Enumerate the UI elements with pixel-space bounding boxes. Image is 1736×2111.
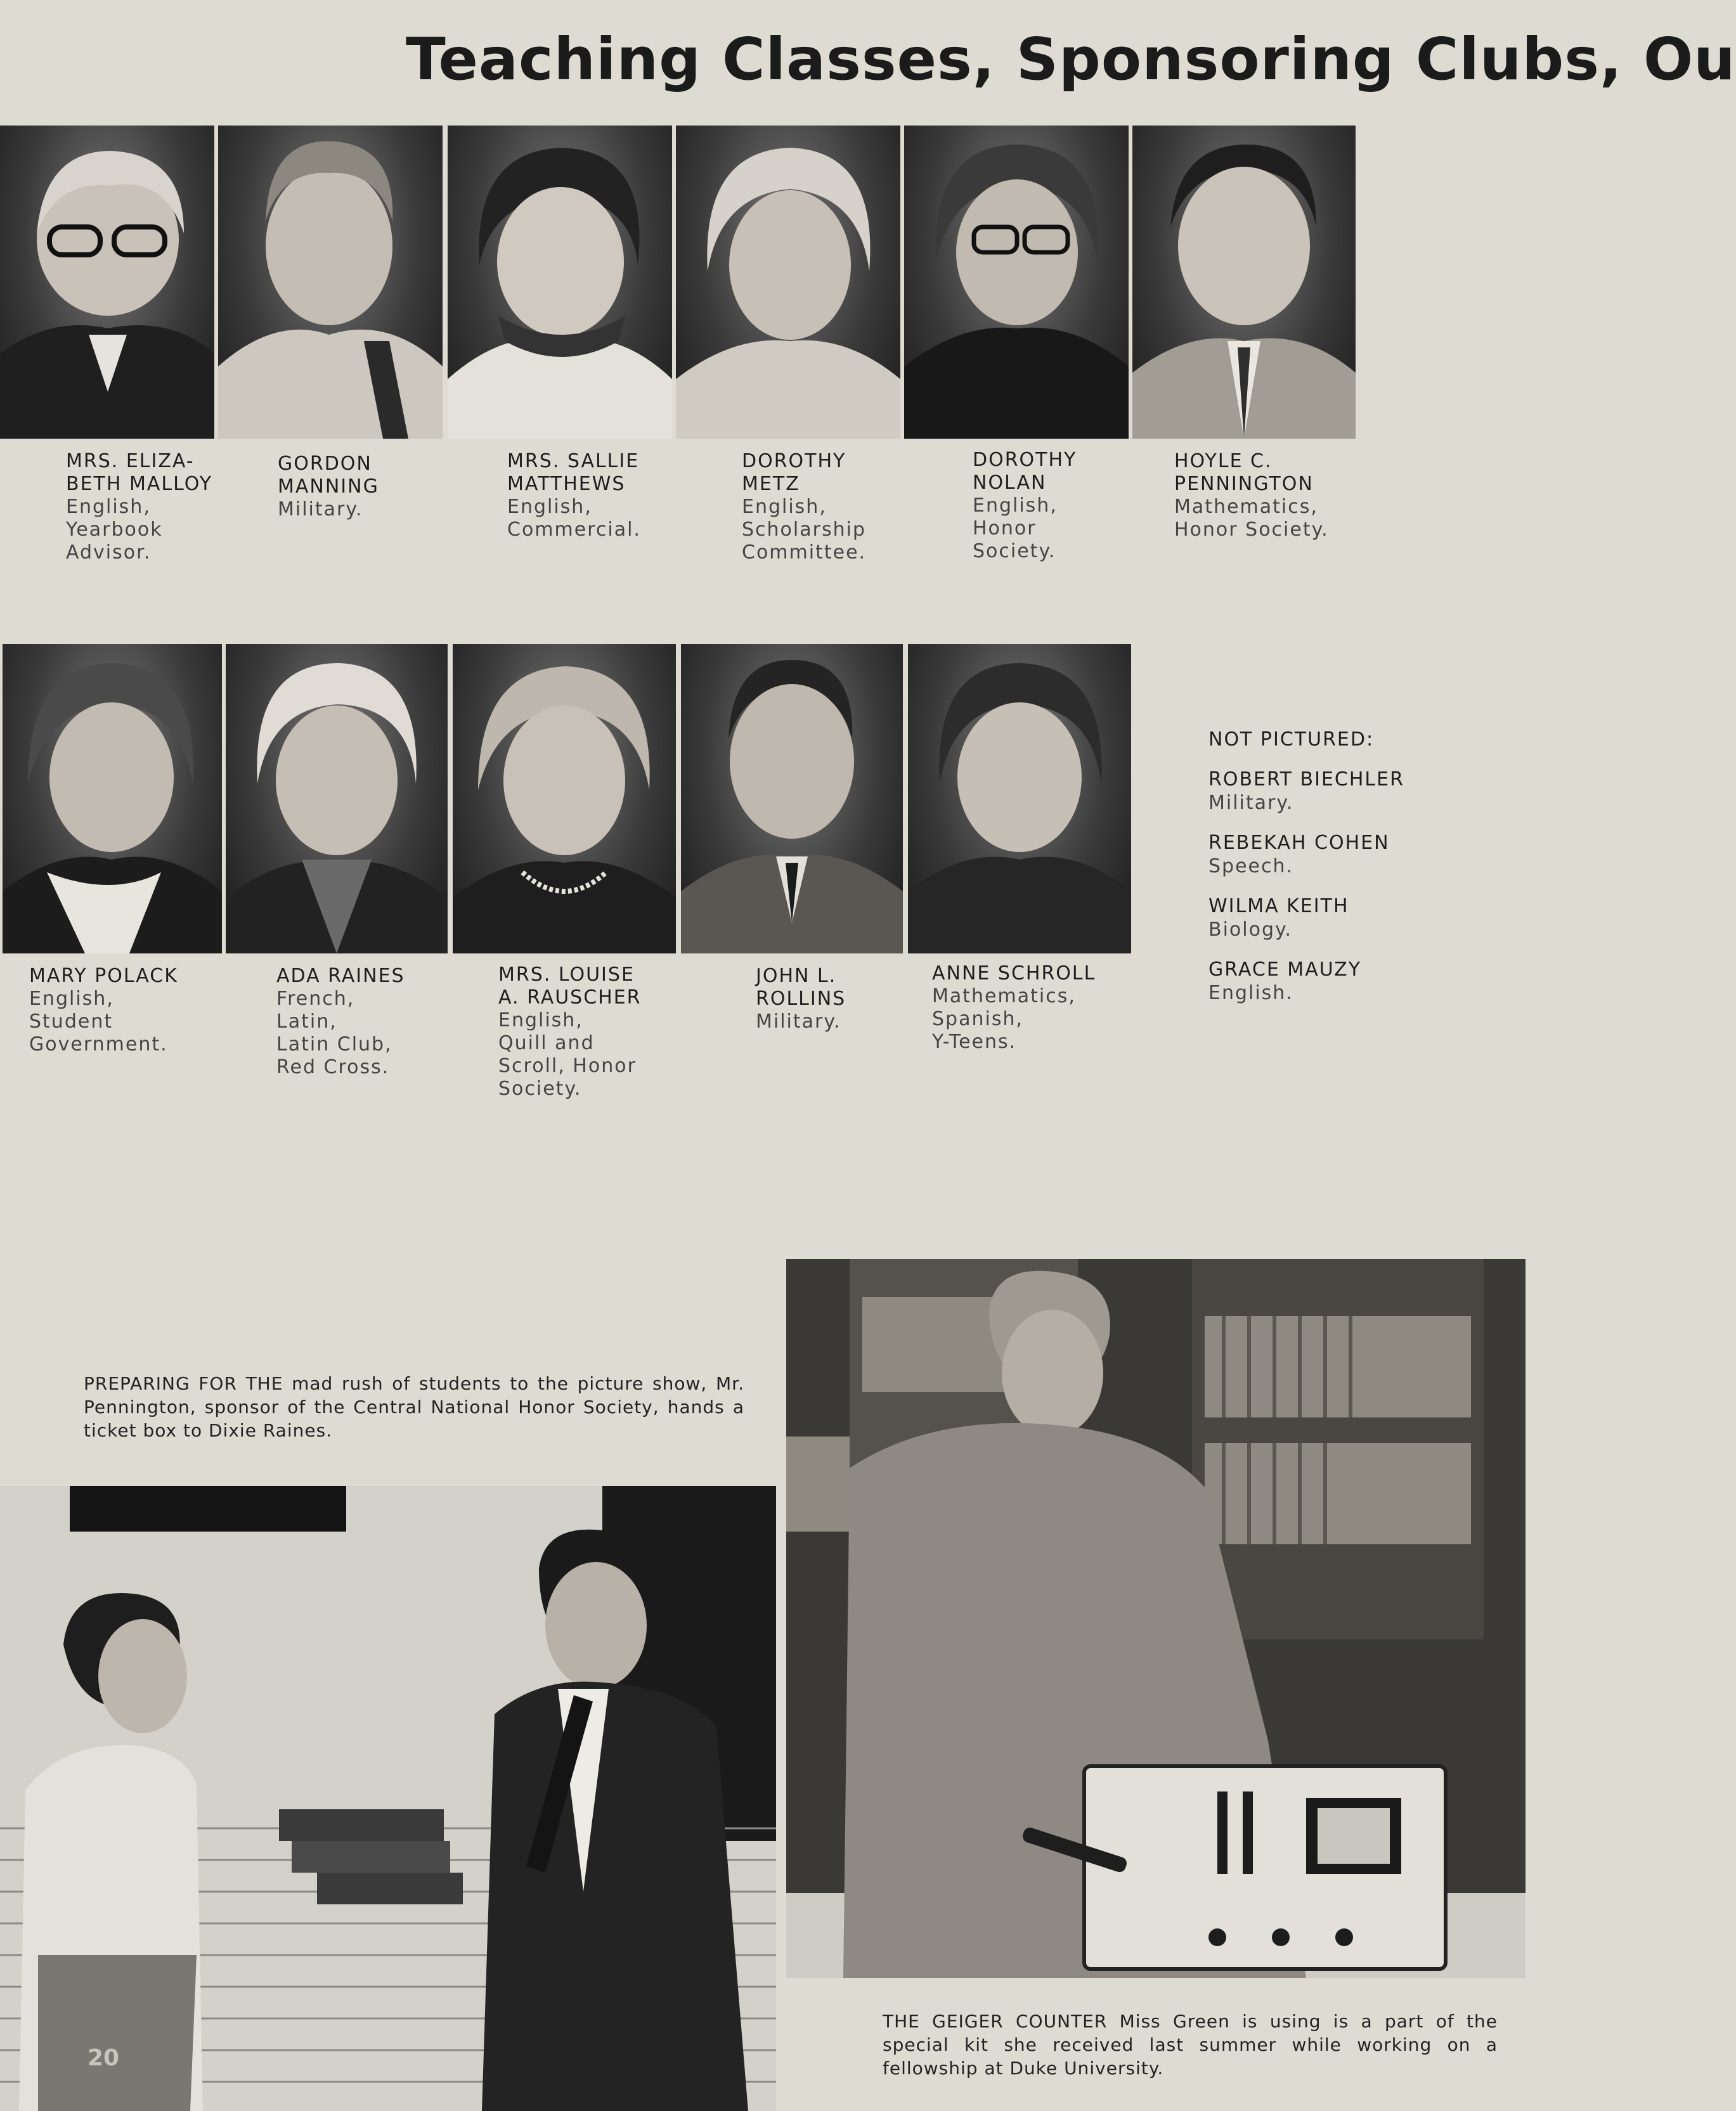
faculty-name: MRS. ELIZA- BETH MALLOY	[66, 450, 213, 495]
portrait-polack	[3, 644, 222, 953]
portrait-rauscher	[453, 644, 676, 953]
not-pictured-item	[1208, 958, 1404, 1005]
faculty-caption-manning	[278, 453, 379, 521]
portrait-nolan	[904, 126, 1129, 439]
portrait-photo-woman-scarf-icon	[448, 126, 672, 439]
photo-geiger-counter-icon	[786, 1259, 1525, 1978]
faculty-caption-pennington	[1174, 450, 1329, 541]
faculty-duties: English, Scholarship Committee.	[742, 496, 867, 564]
portrait-photo-woman-glasses-icon	[0, 126, 214, 439]
faculty-duties: Biology.	[1208, 919, 1293, 941]
portrait-photo-man-uniform-icon	[218, 126, 443, 439]
faculty-name: ROBERT BIECHLER	[1208, 768, 1404, 791]
not-pictured-list	[1208, 728, 1404, 1021]
portrait-manning	[218, 126, 443, 439]
portrait-metz	[676, 126, 900, 439]
portrait-photo-woman-glasses-icon	[904, 126, 1129, 439]
portrait-photo-woman-icon	[226, 644, 448, 953]
faculty-name: ADA RAINES	[276, 965, 405, 987]
faculty-name: HOYLE C. PENNINGTON	[1174, 450, 1314, 495]
portrait-raines	[226, 644, 448, 953]
faculty-name: GRACE MAUZY	[1208, 959, 1362, 981]
faculty-duties: Military.	[1208, 792, 1294, 814]
faculty-name: REBEKAH COHEN	[1208, 832, 1390, 854]
geiger-photo-caption: THE GEIGER COUNTER Miss Green is using is a part of the special kit she received last summer while working on a fellowship at Duke University.	[883, 2011, 1498, 2079]
faculty-duties: French, Latin, Latin Club, Red Cross.	[276, 988, 392, 1078]
faculty-name: ANNE SCHROLL	[932, 962, 1096, 984]
page-headline: Teaching Classes, Sponsoring Clubs, Ou	[406, 25, 1736, 93]
faculty-caption-raines	[276, 965, 405, 1079]
faculty-name: MARY POLACK	[29, 965, 178, 987]
portrait-pennington	[1132, 126, 1356, 439]
faculty-duties: Military.	[756, 1010, 841, 1033]
not-pictured-item	[1208, 894, 1404, 941]
faculty-name: JOHN L. ROLLINS	[756, 965, 846, 1010]
faculty-name: GORDON MANNING	[278, 453, 379, 498]
portrait-matthews	[448, 126, 672, 439]
faculty-duties: Speech.	[1208, 855, 1294, 877]
faculty-name: WILMA KEITH	[1208, 895, 1349, 917]
portrait-schroll	[908, 644, 1131, 953]
faculty-name: DOROTHY METZ	[742, 450, 846, 495]
faculty-caption-metz	[742, 450, 866, 564]
ticket-photo	[0, 1486, 776, 2111]
portrait-photo-woman-pearls-icon	[453, 644, 676, 953]
ticket-photo-caption: PREPARING FOR THE mad rush of students to the picture show, Mr. Pennington, sponsor of the Central National Honor Society, hands a ticket box to Dixie Raines.	[84, 1373, 744, 1441]
faculty-name: MRS. LOUISE A. RAUSCHER	[498, 964, 642, 1009]
faculty-caption-schroll	[932, 962, 1096, 1054]
faculty-duties: English, Honor Society.	[973, 494, 1058, 562]
faculty-duties: English, Commercial.	[507, 496, 641, 541]
faculty-duties: English, Quill and Scroll, Honor Society.	[498, 1009, 637, 1100]
faculty-duties: Mathematics, Spanish, Y-Teens.	[932, 985, 1076, 1053]
portrait-photo-woman-icon	[3, 644, 222, 953]
portrait-photo-woman-icon	[908, 644, 1131, 953]
faculty-caption-rollins	[756, 965, 846, 1033]
not-pictured-title: NOT PICTURED:	[1208, 728, 1375, 751]
faculty-duties: Mathematics, Honor Society.	[1174, 496, 1329, 541]
portrait-photo-woman-icon	[676, 126, 900, 439]
photo-ticket-box-handoff-icon	[0, 1486, 776, 2111]
faculty-duties: English, Yearbook Advisor.	[66, 496, 163, 564]
faculty-duties: Military.	[278, 498, 363, 520]
portrait-malloy	[0, 126, 214, 439]
not-pictured-item	[1208, 831, 1404, 878]
faculty-caption-matthews	[507, 450, 641, 541]
faculty-caption-nolan	[973, 449, 1077, 563]
page-number: 20	[87, 2045, 120, 2071]
not-pictured-item	[1208, 768, 1404, 815]
faculty-caption-rauscher	[498, 964, 642, 1101]
faculty-caption-polack	[29, 965, 178, 1056]
faculty-duties: English.	[1208, 982, 1293, 1004]
geiger-photo	[786, 1259, 1525, 1978]
faculty-name: DOROTHY NOLAN	[973, 449, 1077, 494]
portrait-photo-man-uniform-icon	[681, 644, 903, 953]
faculty-duties: English, Student Government.	[29, 988, 168, 1056]
faculty-caption-malloy	[66, 450, 212, 564]
faculty-name: MRS. SALLIE MATTHEWS	[507, 450, 640, 495]
portrait-rollins	[681, 644, 903, 953]
portrait-photo-man-suit-icon	[1132, 126, 1356, 439]
